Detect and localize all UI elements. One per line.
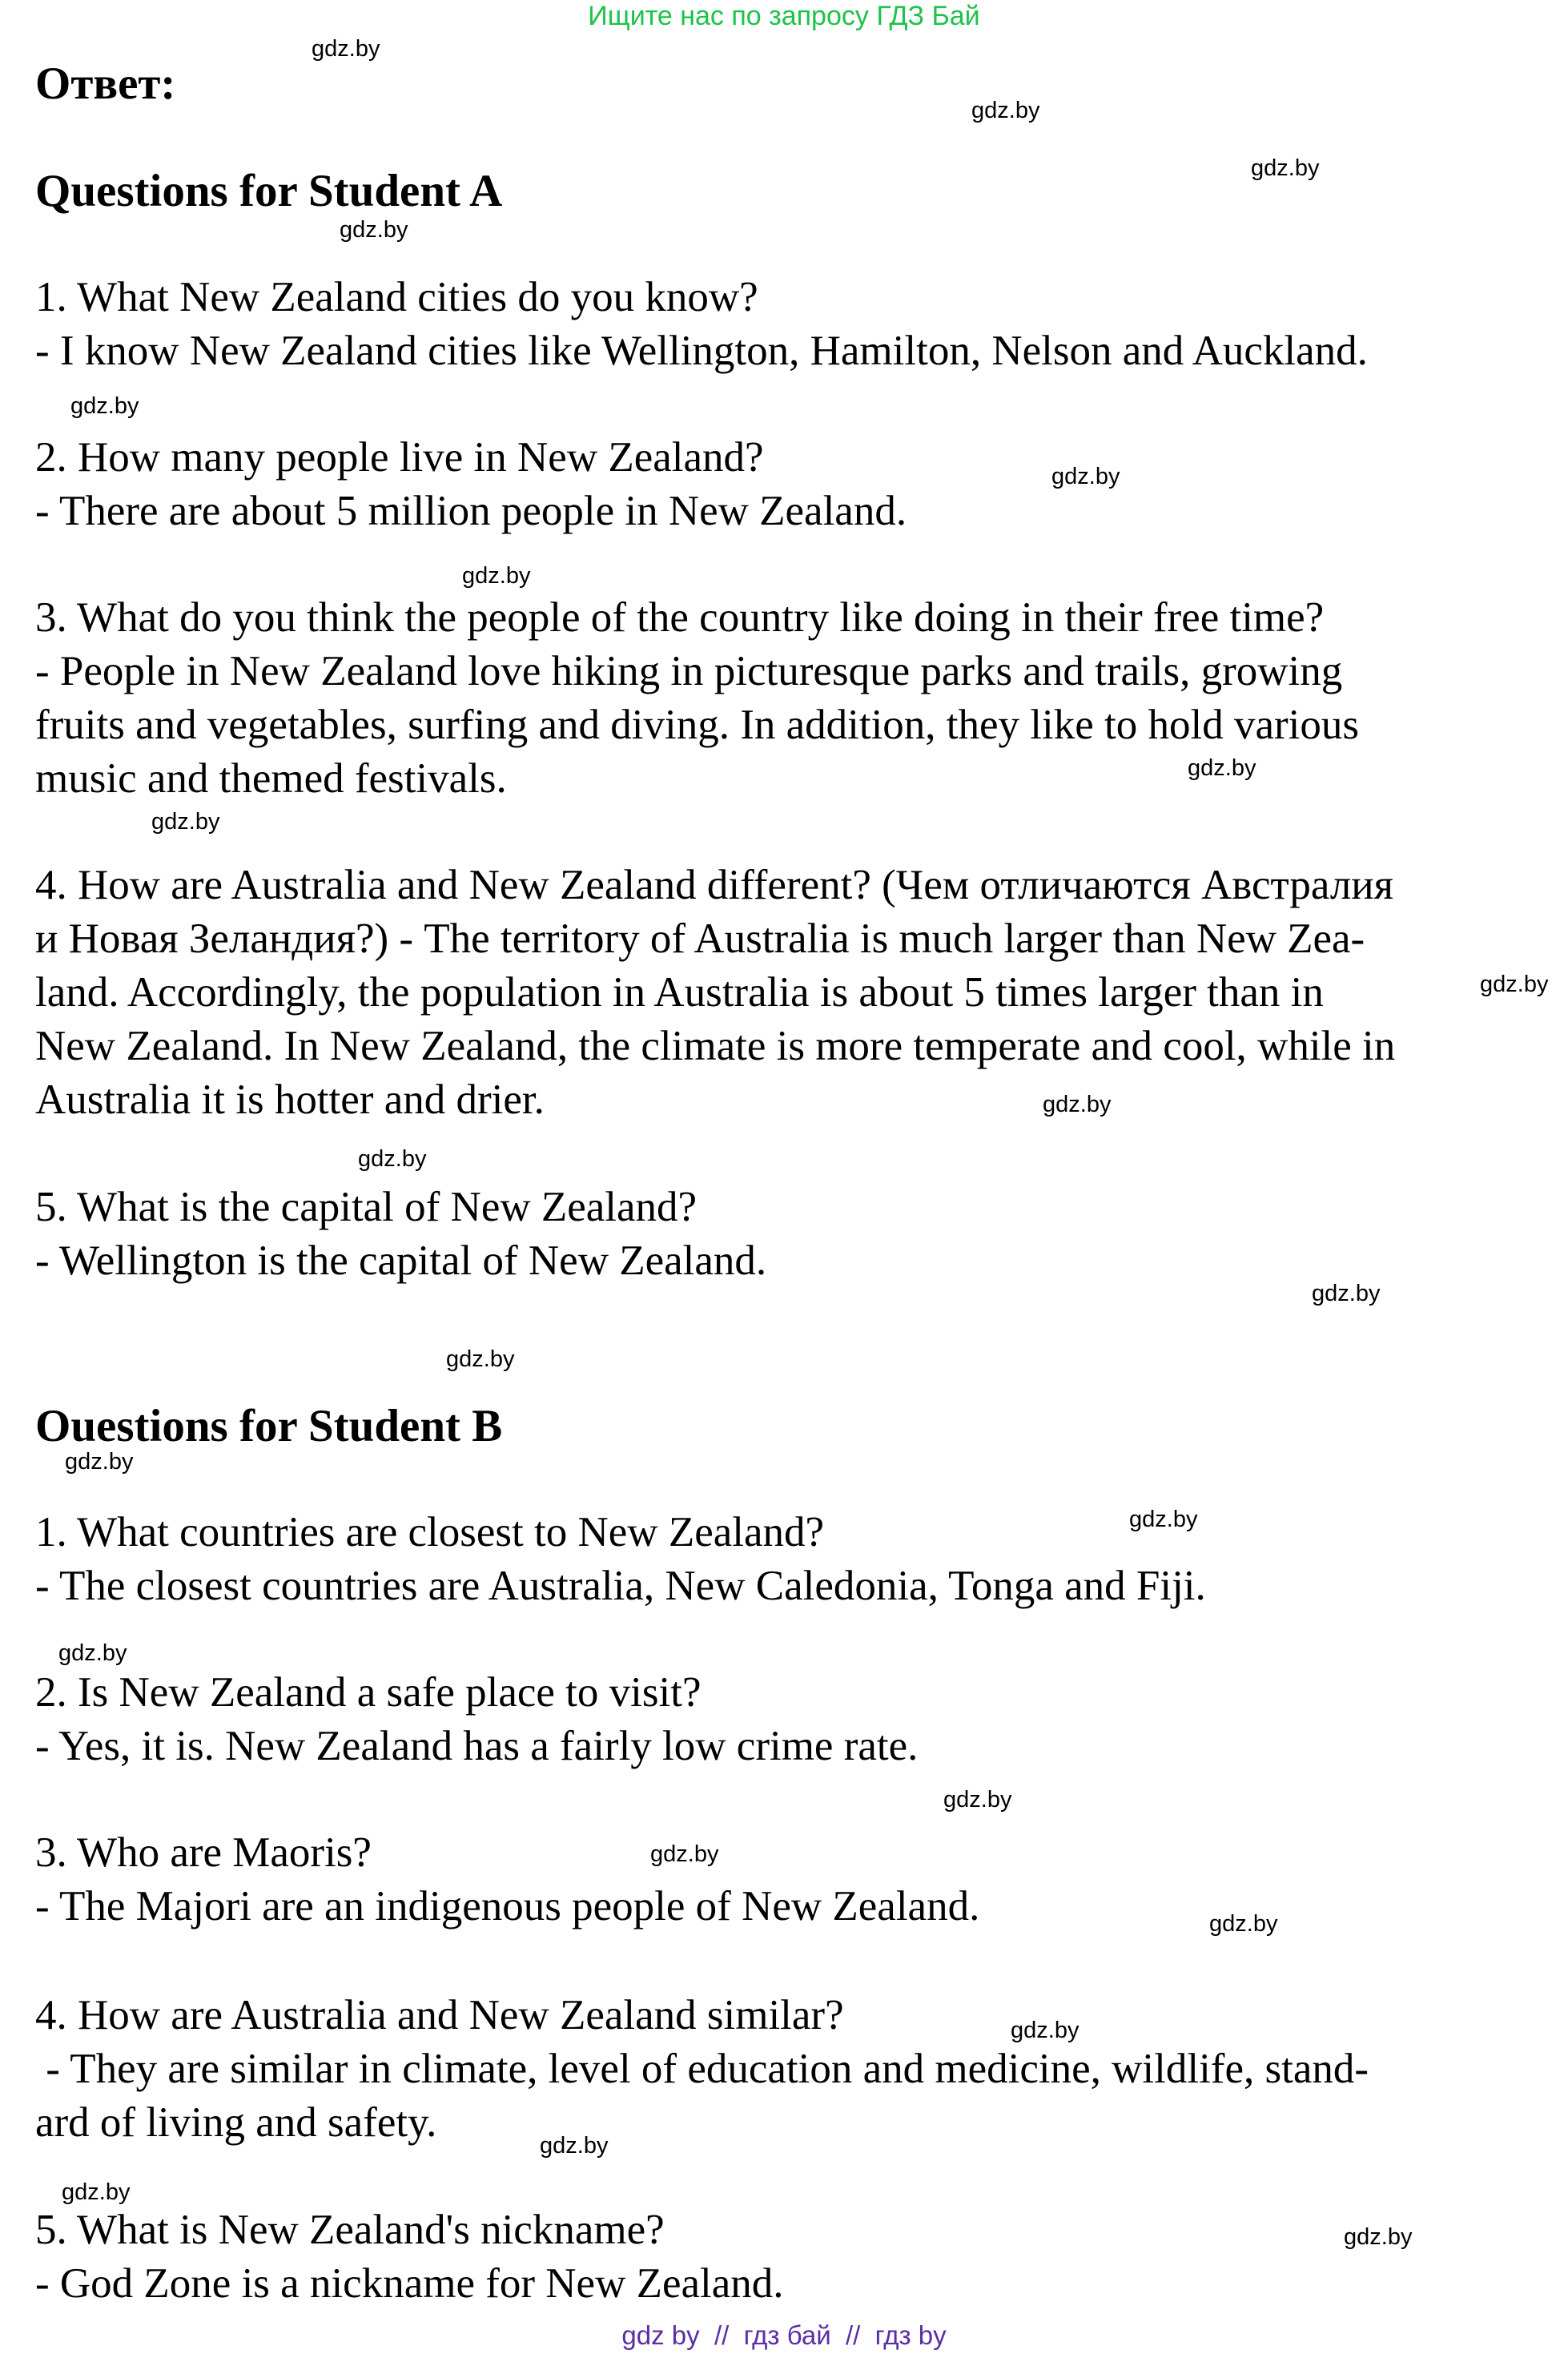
section-a-title: Questions for Student A xyxy=(35,166,503,216)
watermark: gdz.by xyxy=(1480,972,1549,997)
answer-line: - There are about 5 million people in New Zealand. xyxy=(35,488,907,534)
answer-line: - I know New Zealand cities like Wellington, Hamilton, Nelson and Auckland. xyxy=(35,328,1368,374)
section-b-item-2 xyxy=(35,1666,1541,1773)
watermark: gdz.by xyxy=(358,1146,427,1172)
watermark: gdz.by xyxy=(971,98,1040,123)
question-line: 4. How are Australia and New Zealand similar? xyxy=(35,1992,844,2038)
section-a-item-3 xyxy=(35,591,1541,806)
question-line: 5. What is New Zealand's nickname? xyxy=(35,2207,665,2253)
watermark: gdz.by xyxy=(462,563,531,589)
watermark: gdz.by xyxy=(151,809,220,835)
question-line: 3. What do you think the people of the country like doing in their free time? xyxy=(35,594,1325,641)
answer-line: - People in New Zealand love hiking in picturesque parks and trails, growing xyxy=(35,648,1343,694)
watermark: gdz.by xyxy=(1188,755,1256,781)
answer-line: New Zealand. In New Zealand, the climate is more temperate and cool, while in xyxy=(35,1023,1396,1069)
section-b-item-1 xyxy=(35,1506,1541,1613)
question-line: 2. How many people live in New Zealand? xyxy=(35,434,764,481)
section-a-item-5 xyxy=(35,1181,1541,1288)
answer-line: fruits and vegetables, surfing and diving. In addition, they like to hold various xyxy=(35,702,1359,748)
watermark: gdz.by xyxy=(1312,1281,1381,1306)
watermark: gdz.by xyxy=(1209,1911,1278,1937)
section-b-item-4 xyxy=(35,1989,1541,2150)
answer-line: land. Accordingly, the population in Australia is about 5 times larger than in xyxy=(35,969,1324,1016)
answer-line: - The closest countries are Australia, New Caledonia, Tonga and Fiji. xyxy=(35,1563,1206,1609)
answer-line: - God Zone is a nickname for New Zealand. xyxy=(35,2260,784,2307)
watermark: gdz.by xyxy=(650,1841,719,1867)
watermark: gdz.by xyxy=(1043,1092,1112,1117)
watermark: gdz.by xyxy=(943,1787,1012,1813)
section-b-title: Ouestions for Student B xyxy=(35,1401,503,1451)
watermark: gdz.by xyxy=(1251,155,1320,181)
watermark: gdz.by xyxy=(312,36,380,62)
answer-line: - They are similar in climate, level of education and medicine, wildlife, stand- xyxy=(35,2046,1369,2092)
question-line: 4. How are Australia and New Zealand different? (Чем отличаются Австралия xyxy=(35,862,1394,908)
watermark: gdz.by xyxy=(1051,464,1120,489)
section-b-item-3 xyxy=(35,1826,1541,1933)
answer-line: - Yes, it is. New Zealand has a fairly low crime rate. xyxy=(35,1723,919,1769)
question-line: 5. What is the capital of New Zealand? xyxy=(35,1184,698,1230)
watermark: gdz.by xyxy=(1344,2224,1413,2250)
section-a-item-2 xyxy=(35,431,1541,538)
question-line: 1. What countries are closest to New Zealand? xyxy=(35,1509,825,1555)
footer-links: gdz by // гдз бай // гдз by xyxy=(621,2320,947,2350)
answer-line: Australia it is hotter and drier. xyxy=(35,1076,545,1123)
answer-line: music and themed festivals. xyxy=(35,755,507,802)
watermark: gdz.by xyxy=(58,1640,127,1666)
search-banner: Ищите нас по запросу ГДЗ Бай xyxy=(588,1,980,31)
watermark: gdz.by xyxy=(446,1346,515,1372)
section-a-item-4 xyxy=(35,859,1541,1127)
watermark: gdz.by xyxy=(1129,1507,1198,1532)
watermark: gdz.by xyxy=(70,393,139,419)
answer-line: ard of living and safety. xyxy=(35,2099,437,2146)
watermark: gdz.by xyxy=(65,1449,134,1475)
answer-line: и Новая Зеландия?) - The territory of Australia is much larger than New Zea- xyxy=(35,915,1365,962)
watermark: gdz.by xyxy=(340,217,408,243)
answer-heading: Ответ: xyxy=(35,58,176,109)
section-a-item-1 xyxy=(35,271,1541,378)
watermark: gdz.by xyxy=(540,2133,609,2159)
watermark: gdz.by xyxy=(1011,2018,1080,2043)
question-line: 1. What New Zealand cities do you know? xyxy=(35,274,758,320)
question-line: 2. Is New Zealand a safe place to visit? xyxy=(35,1669,702,1716)
watermark: gdz.by xyxy=(62,2179,131,2205)
answer-line: - The Majori are an indigenous people of New Zealand. xyxy=(35,1883,980,1929)
question-line: 3. Who are Maoris? xyxy=(35,1829,372,1876)
section-b-item-5 xyxy=(35,2203,1541,2311)
answer-line: - Wellington is the capital of New Zealand. xyxy=(35,1237,767,1284)
